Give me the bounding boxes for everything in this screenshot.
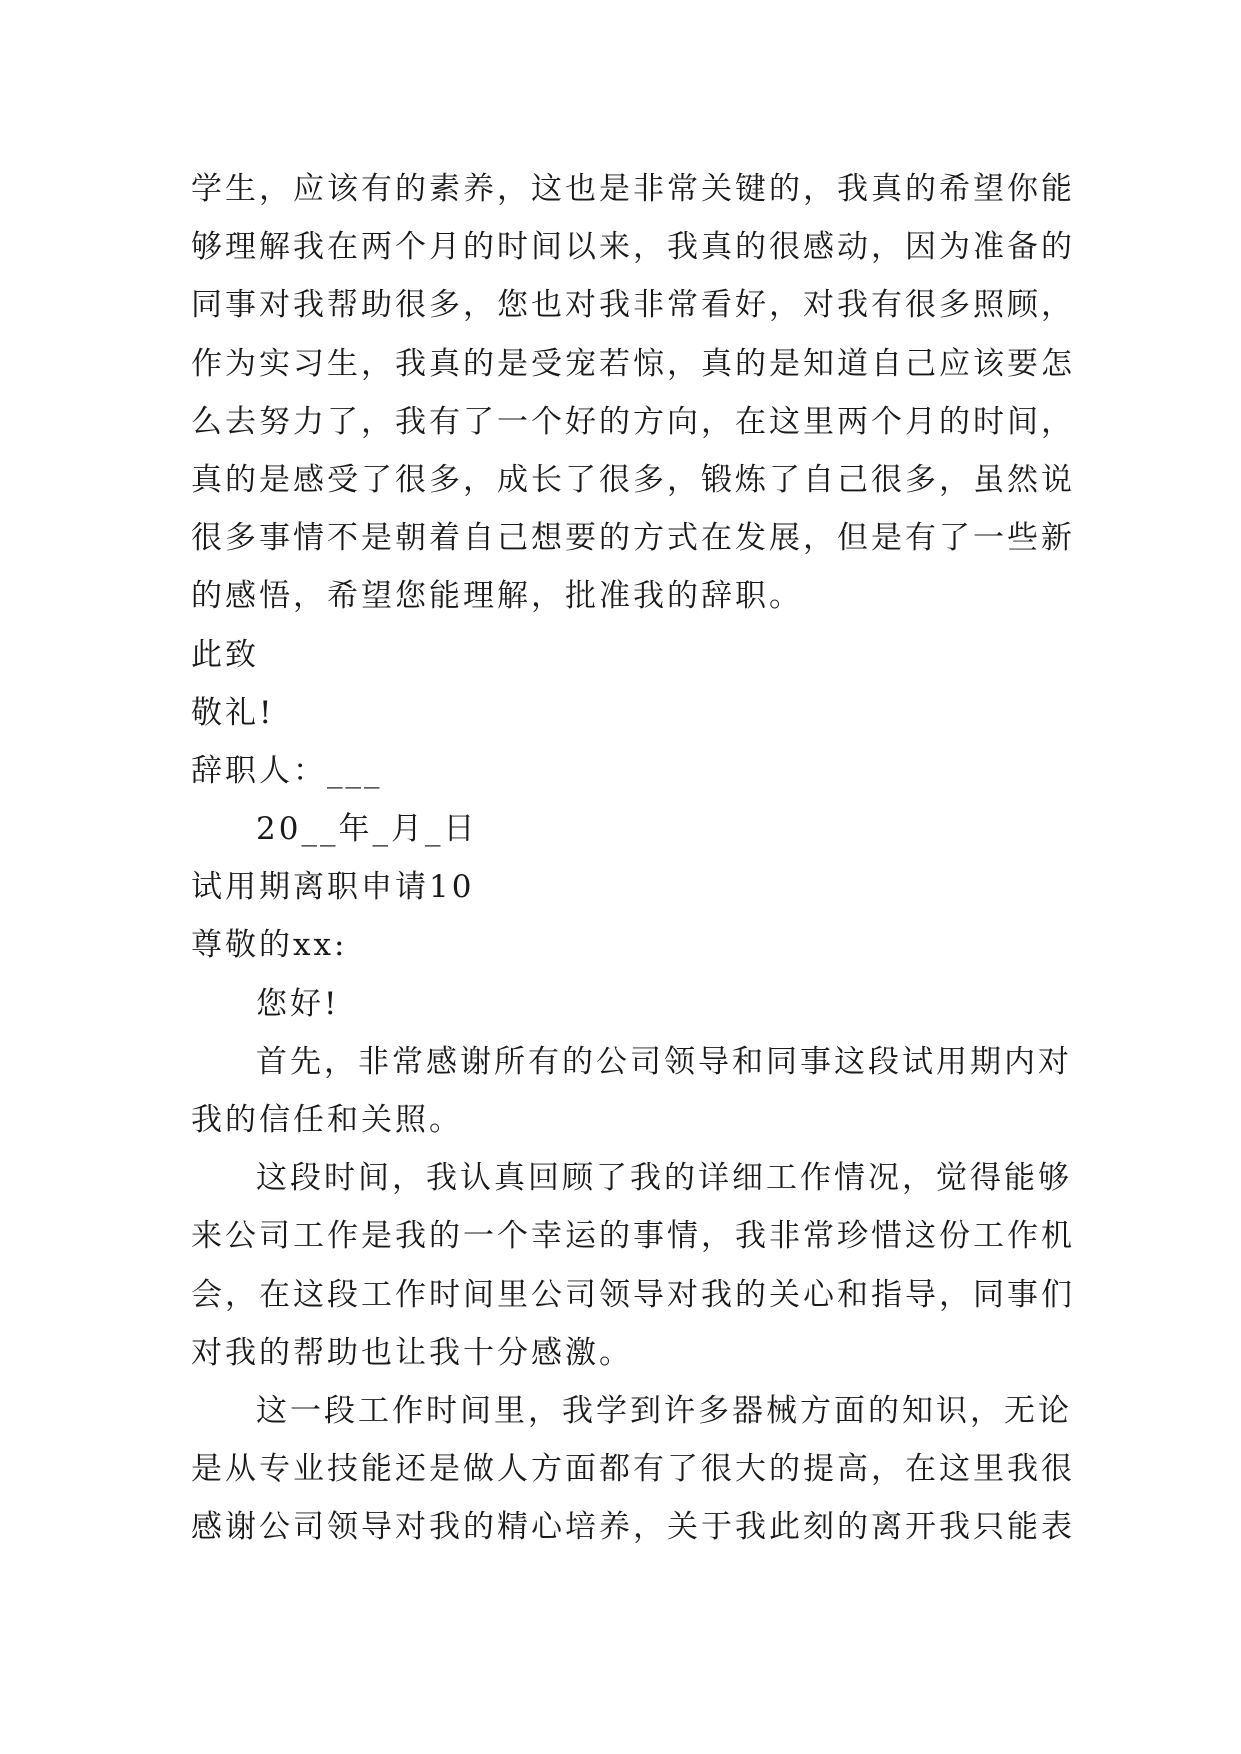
body-line: 来公司工作是我的一个幸运的事情，我非常珍惜这份工作机 [191,1218,1075,1255]
body-line: 学生，应该有的素养，这也是非常关键的，我真的希望你能 [191,171,1075,207]
body-line: 么去努力了，我有了一个好的方向，在这里两个月的时间， [191,403,1075,440]
document-body [191,160,1075,1557]
closing-salutation: 此致 [191,636,259,673]
body-line: 这一段工作时间里，我学到许多器械方面的知识，无论 [256,1392,1072,1429]
date-line: 20__年_月_日 [256,811,478,848]
greeting: 您好! [256,985,340,1022]
body-line: 真的是感受了很多，成长了很多，锻炼了自己很多，虽然说 [191,461,1075,498]
section-title: 试用期离职申请10 [191,869,475,906]
greeting-recipient: 尊敬的xx: [191,927,348,964]
body-line: 会，在这段工作时间里公司领导对我的关心和指导，同事们 [191,1276,1075,1313]
body-line: 同事对我帮助很多，您也对我非常看好，对我有很多照顾， [191,287,1075,324]
body-line: 感谢公司领导对我的精心培养，关于我此刻的离开我只能表 [191,1509,1075,1546]
body-line: 首先，非常感谢所有的公司领导和同事这段试用期内对 [256,1043,1072,1080]
body-line: 够理解我在两个月的时间以来，我真的很感动，因为准备的 [191,229,1075,266]
body-line: 这段时间，我认真回顾了我的详细工作情况，觉得能够 [256,1160,1072,1197]
closing-regards: 敬礼! [191,694,275,731]
body-line: 的感悟，希望您能理解，批准我的辞职。 [191,578,803,615]
body-line: 很多事情不是朝着自己想要的方式在发展，但是有了一些新 [191,520,1075,557]
body-line: 对我的帮助也让我十分感激。 [191,1334,633,1371]
body-line: 我的信任和关照。 [191,1102,463,1138]
signature-line: 辞职人：___ [191,752,383,789]
body-line: 作为实习生，我真的是受宠若惊，真的是知道自己应该要怎 [191,345,1075,382]
body-line: 是从专业技能还是做人方面都有了很大的提高，在这里我很 [191,1451,1075,1488]
